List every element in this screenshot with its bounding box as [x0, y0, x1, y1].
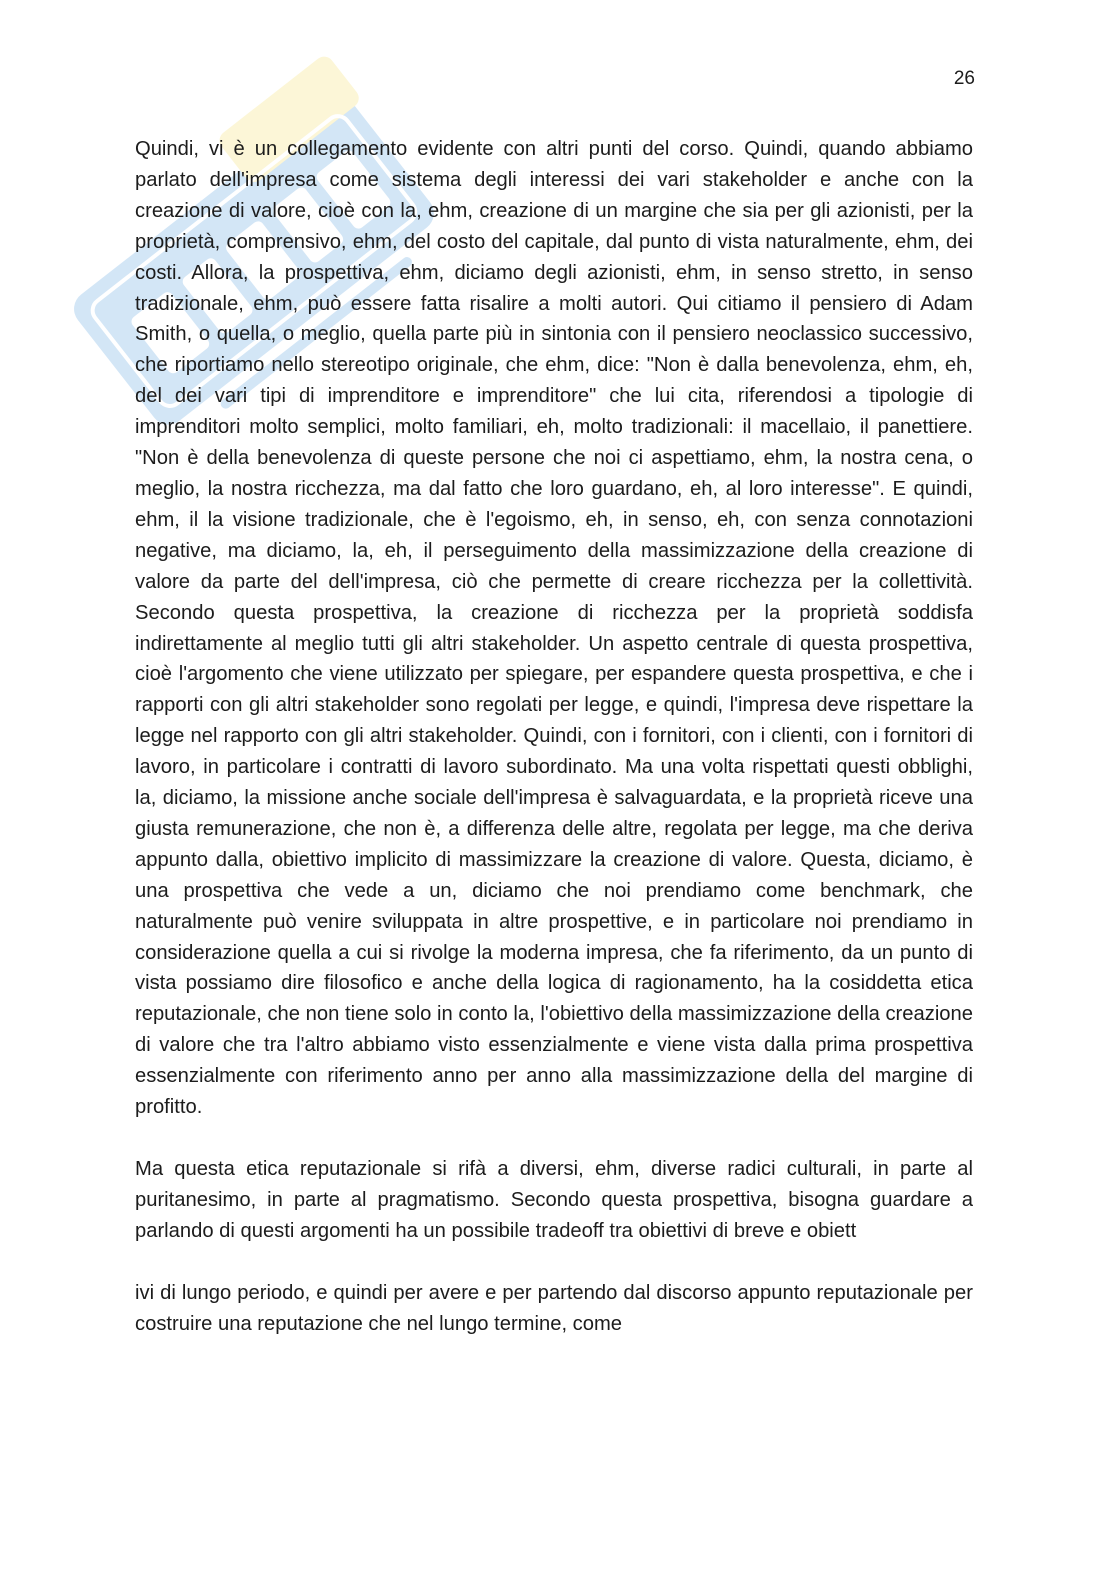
page-body: [135, 134, 973, 1340]
body-paragraph-2: Ma questa etica reputazionale si rifà a diversi, ehm, diverse radici culturali, in parte al puritanesimo, in parte al pragmatismo. Secondo questa prospettiva, bisogna guardare a parlando di questi argomenti ha un possibile tradeoff tra obiettivi di breve e obiett: [135, 1158, 973, 1242]
body-paragraph-1: Quindi, vi è un collegamento evidente con altri punti del corso. Quindi, quando abbiamo parlato dell'impresa come sistema degli interessi dei vari stakeholder e anche con la creazione di valore, cioè con la, ehm, creazione di un margine che sia per gli azionisti, per la proprietà, comprensivo, ehm, del costo del capitale, dal punto di vista naturalmente, ehm, dei costi. Allora, la prospettiva, ehm, diciamo degli azionisti, ehm, in senso stretto, in senso tradizionale, ehm, può essere fatta risalire a molti autori. Qui citiamo il pensiero di Adam Smith, o quella, o meglio, quella parte più in sintonia con il pensiero neoclassico successivo, che riportiamo nello stereotipo originale, che ehm, dice: "Non è dalla benevolenza, ehm, eh, del dei vari tipi di imprenditore e imprenditore" che lui cita, riferendosi a tipologie di imprenditori molto semplici, molto familiari, eh, molto tradizionali: il macellaio, il panettiere. "Non è della benevolenza di queste persone che noi ci aspettiamo, ehm, la nostra cena, o meglio, la nostra ricchezza, ma dal fatto che loro guardano, eh, al loro interesse". E quindi, ehm, il la visione tradizionale, che è l'egoismo, eh, in senso, eh, con senza connotazioni negative, ma diciamo, la, eh, il perseguimento della massimizzazione della creazione di valore da parte del dell'impresa, ciò che permette di creare ricchezza per la collettività. Secondo questa prospettiva, la creazione di ricchezza per la proprietà soddisfa indirettamente al meglio tutti gli altri stakeholder. Un aspetto centrale di questa prospettiva, cioè l'argomento che viene utilizzato per spiegare, per espandere questa prospettiva, e che i rapporti con gli altri stakeholder sono regolati per legge, e quindi, l'impresa deve rispettare la legge nel rapporto con gli altri stakeholder. Quindi, con i fornitori, con i clienti, con i fornitori di lavoro, in particolare i contratti di lavoro subordinato. Ma una volta rispettati questi obblighi, la, diciamo, la missione anche sociale dell'impresa è salvaguardata, e la proprietà riceve una giusta remunerazione, che non è, a differenza delle altre, regolata per legge, ma che deriva appunto dalla, obiettivo implicito di massimizzare la creazione di valore. Questa, diciamo, è una prospettiva che vede a un, diciamo che noi prendiamo come benchmark, che naturalmente può venire sviluppata in altre prospettive, e in particolare noi prendiamo in considerazione quella a cui si rivolge la moderna impresa, che fa riferimento, da un punto di vista possiamo dire filosofico e anche della logica di ragionamento, ha la cosiddetta etica reputazionale, che non tiene solo in conto la, l'obiettivo della massimizzazione della creazione di valore che tra l'altro abbiamo visto essenzialmente e viene vista dalla prima prospettiva essenzialmente con riferimento anno per anno alla massimizzazione della del margine di profitto.: [135, 138, 973, 1119]
page-number: 26: [953, 68, 975, 89]
body-paragraph-3: ivi di lungo periodo, e quindi per avere e per partendo dal discorso appunto reputazionale per costruire una reputazione che nel lungo termine, come: [135, 1281, 973, 1335]
